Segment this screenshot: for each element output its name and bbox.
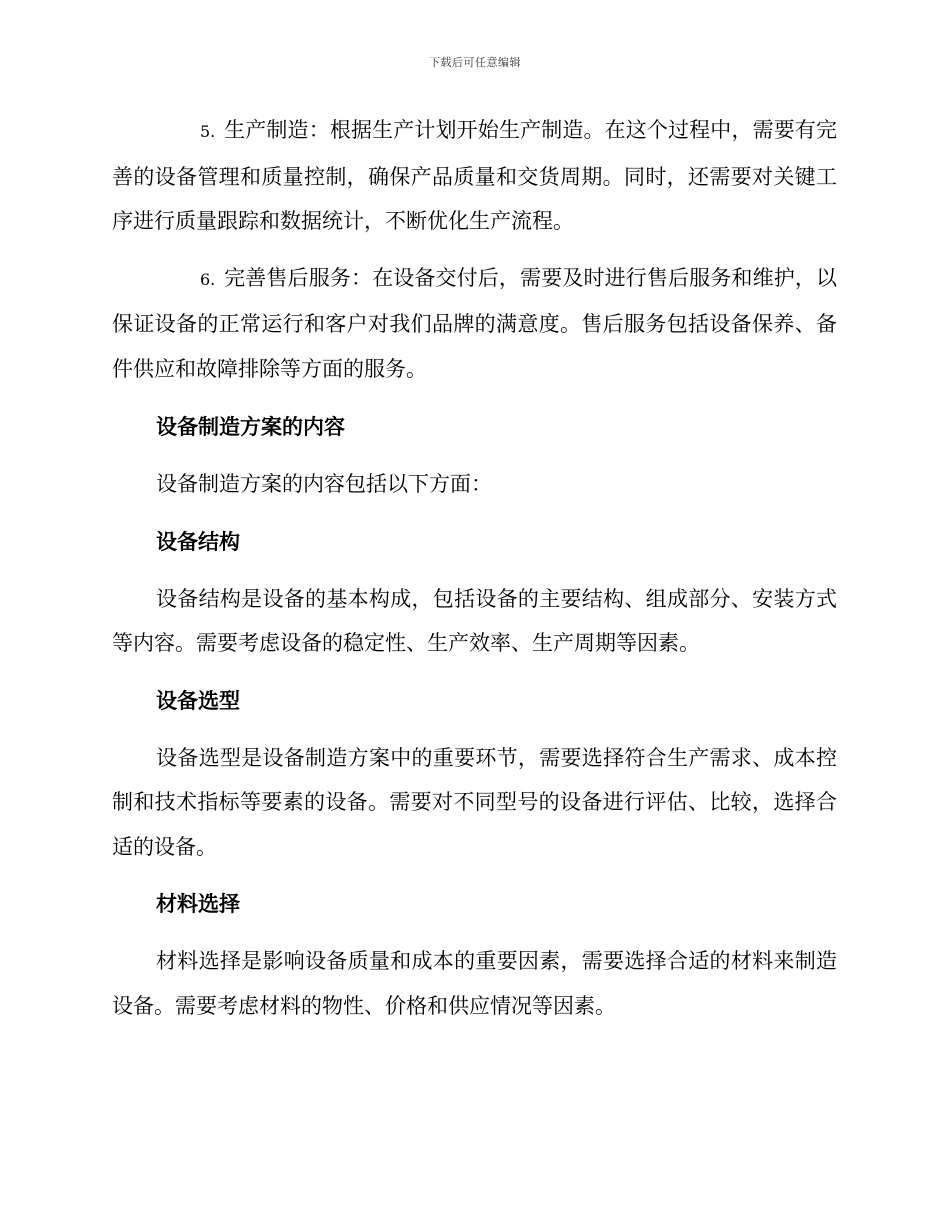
list-item-text: 完善售后服务：在设备交付后，需要及时进行售后服务和维护，以保证设备的正常运行和客户对我们品牌的满意度。售后服务包括设备保养、备件供应和故障排除等方面的服务。 xyxy=(112,265,837,381)
page-header: 下载后可任意编辑 xyxy=(429,56,521,69)
list-number: 5. xyxy=(200,122,216,141)
list-item-6 xyxy=(112,256,837,392)
list-item-5 xyxy=(112,108,837,244)
list-item-text: 生产制造：根据生产计划开始生产制造。在这个过程中，需要有完善的设备管理和质量控制，确保产品质量和交货周期。同时，还需要对关键工序进行质量跟踪和数据统计，不断优化生产流程。 xyxy=(112,118,837,233)
intro-paragraph: 设备制造方案的内容包括以下方面： xyxy=(156,472,492,496)
paragraph-structure: 设备结构是设备的基本构成，包括设备的主要结构、组成部分、安装方式等内容。需要考虑设备的稳定性、生产效率、生产周期等因素。 xyxy=(112,586,837,655)
paragraph-material: 材料选择是影响设备质量和成本的重要因素，需要选择合适的材料来制造设备。需要考虑材料的物性、价格和供应情况等因素。 xyxy=(112,949,837,1018)
document-body xyxy=(112,108,837,1041)
list-number: 6. xyxy=(200,269,216,289)
heading-material: 材料选择 xyxy=(156,892,240,916)
section-title: 设备制造方案的内容 xyxy=(156,415,345,439)
heading-structure: 设备结构 xyxy=(156,529,240,554)
heading-selection: 设备选型 xyxy=(156,688,240,713)
paragraph-selection: 设备选型是设备制造方案中的重要环节，需要选择符合生产需求、成本控制和技术指标等要素的设备。需要对不同型号的设备进行评估、比较，选择合适的设备。 xyxy=(112,745,837,859)
